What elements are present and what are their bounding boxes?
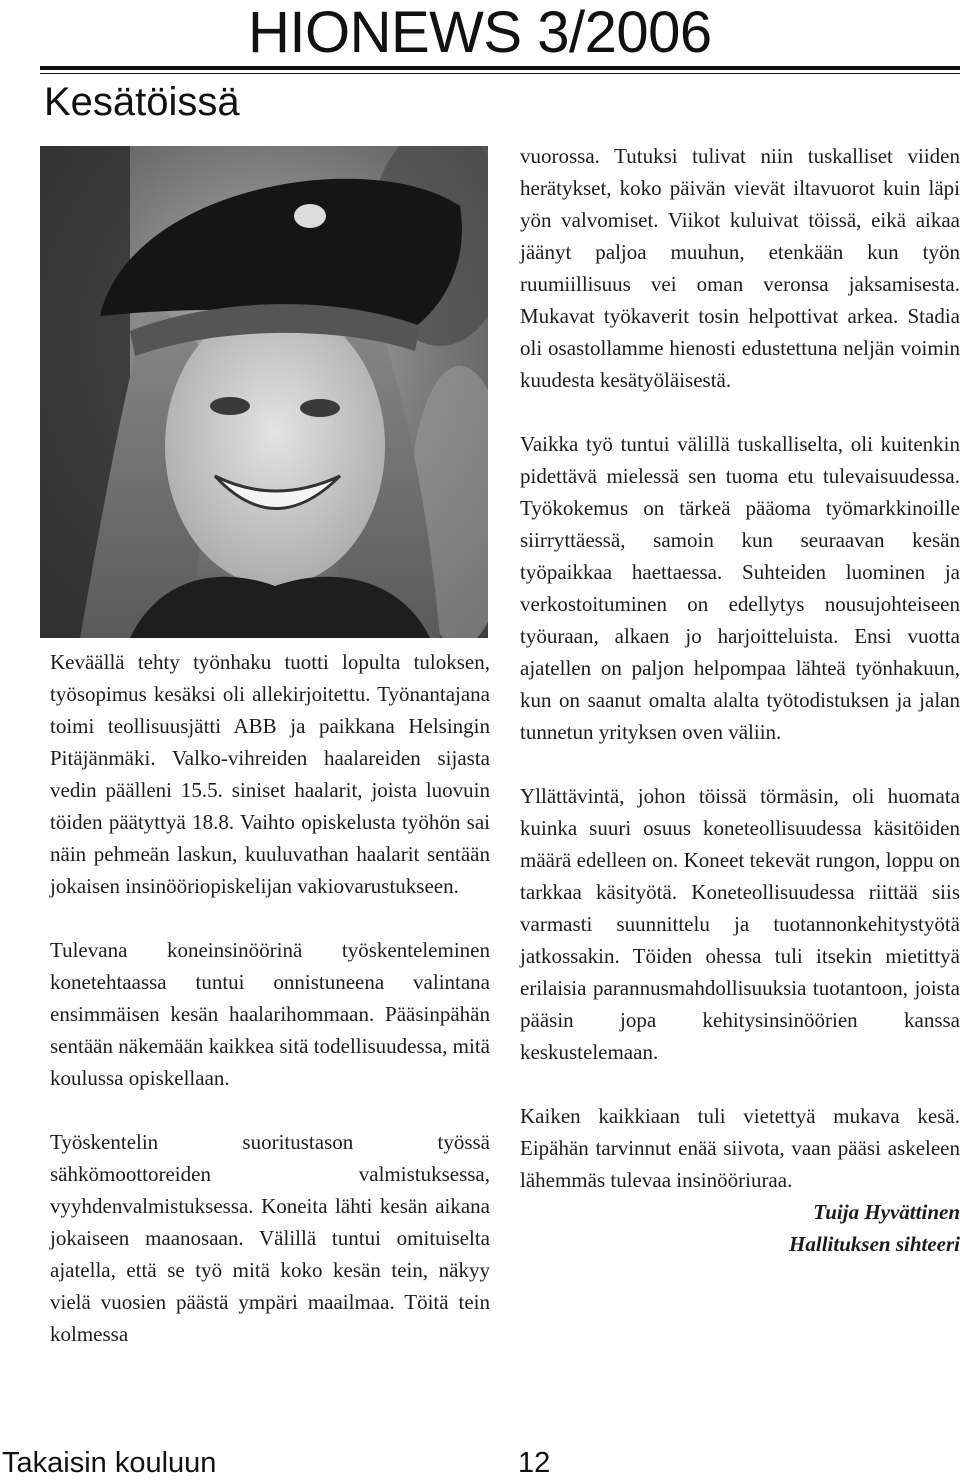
paragraph: Keväällä tehty työnhaku tuotti lopulta tuloksen, työsopimus kesäksi oli allekirjoitettu. Työnantajana toimi teollisuusjätti ABB ja paikkana Helsingin Pitäjänmäki. Valko-vihreiden haalareiden sijasta vedin päälleni 15.5. siniset haalarit, joista luovuin töiden päätyttyä 18.8. Vaihto opiskelusta työhön sai näin pehmeän laskun, kuuluvathan haalarit sentään jokaisen insinööriopiskelijan vakiovarustukseen. bbox=[50, 650, 490, 898]
paragraph: Yllättävintä, johon töissä törmäsin, oli huomata kuinka suuri osuus koneteollisuudessa käsitöiden määrä edelleen on. Koneet tekevät rungon, loppu on tarkkaa käsityötä. Koneteollisuudessa riittää siis varmasti suunnittelu ja tuotannonkehitystyötä jatkossakin. Töiden ohessa tuli itsekin mietittyä erilaisia parannusmahdollisuuksia tuotantoon, joista pääsin jopa kehitysinsinöörien kanssa keskustelemaan. bbox=[520, 784, 960, 1064]
paragraph: Kaiken kaikkiaan tuli vietettyä mukava kesä. Eipähän tarvinnut enää siivota, vaan pääsi askeleen lähemmäs tulevaa insinööriuraa. bbox=[520, 1104, 960, 1192]
paragraph: Vaikka työ tuntui välillä tuskalliselta, oli kuitenkin pidettävä mielessä sen tuoma etu tulevaisuudessa. Työkokemus on tärkeä pääoma työmarkkinoille siirryttäessä, samoin kun seuraavan kesän työpaikkaa haettaessa. Suhteiden luominen ja verkostoituminen on edellytys nousujohteiseen työuraan, alkaen jo harjoitteluista. Ensi vuotta ajatellen on paljon helpompaa lähteä työnhakuun, kun on saanut omalta alalta työtodistuksen ja jalan tunnetun yrityksen oven väliin. bbox=[520, 432, 960, 744]
header-rule-thick bbox=[40, 66, 960, 70]
student-portrait-photo bbox=[40, 146, 488, 638]
left-column bbox=[50, 646, 490, 1350]
author-role: Hallituksen sihteeri bbox=[789, 1232, 960, 1256]
masthead-title: HIONEWS 3/2006 bbox=[248, 0, 712, 65]
header-rule-thin bbox=[40, 73, 960, 74]
footer-section-label: Takaisin kouluun bbox=[2, 1447, 217, 1479]
section-title: Kesätöissä bbox=[44, 80, 240, 124]
paragraph: Tulevana koneinsinöörinä työskenteleminen konetehtaassa tuntui onnistuneena valintana ensimmäisen kesän haalarihommaan. Pääsinpähän sentään näkemään kaikkea sitä todellisuudessa, mitä koulussa opiskellaan. bbox=[50, 938, 490, 1090]
right-column bbox=[520, 140, 960, 1260]
paragraph: vuorossa. Tutuksi tulivat niin tuskalliset viiden herätykset, koko päivän vievät iltavuorot kuin läpi yön valvomiset. Viikot kuluivat töissä, eikä aikaa jäänyt paljoa muuhun, etenkään kun työn ruumiillisuus vei oman veronsa jaksamisesta. Mukavat työkaverit tosin helpottivat arkea. Stadia oli osastollamme hienosti edustettuna neljän voimin kuudesta kesätyöläisestä. bbox=[520, 144, 960, 392]
author-name: Tuija Hyvättinen bbox=[813, 1200, 960, 1224]
page-number: 12 bbox=[518, 1447, 551, 1479]
paragraph: Työskentelin suoritustason työssä sähkömoottoreiden valmistuksessa, vyyhdenvalmistuksessa. Koneita lähti kesän aikana jokaiseen maanosaan. Välillä tuntui omituiselta ajatella, että se työ mitä koko kesän tein, näkyy vielä vuosien päästä ympäri maailmaa. Töitä tein kolmessa bbox=[50, 1130, 490, 1346]
